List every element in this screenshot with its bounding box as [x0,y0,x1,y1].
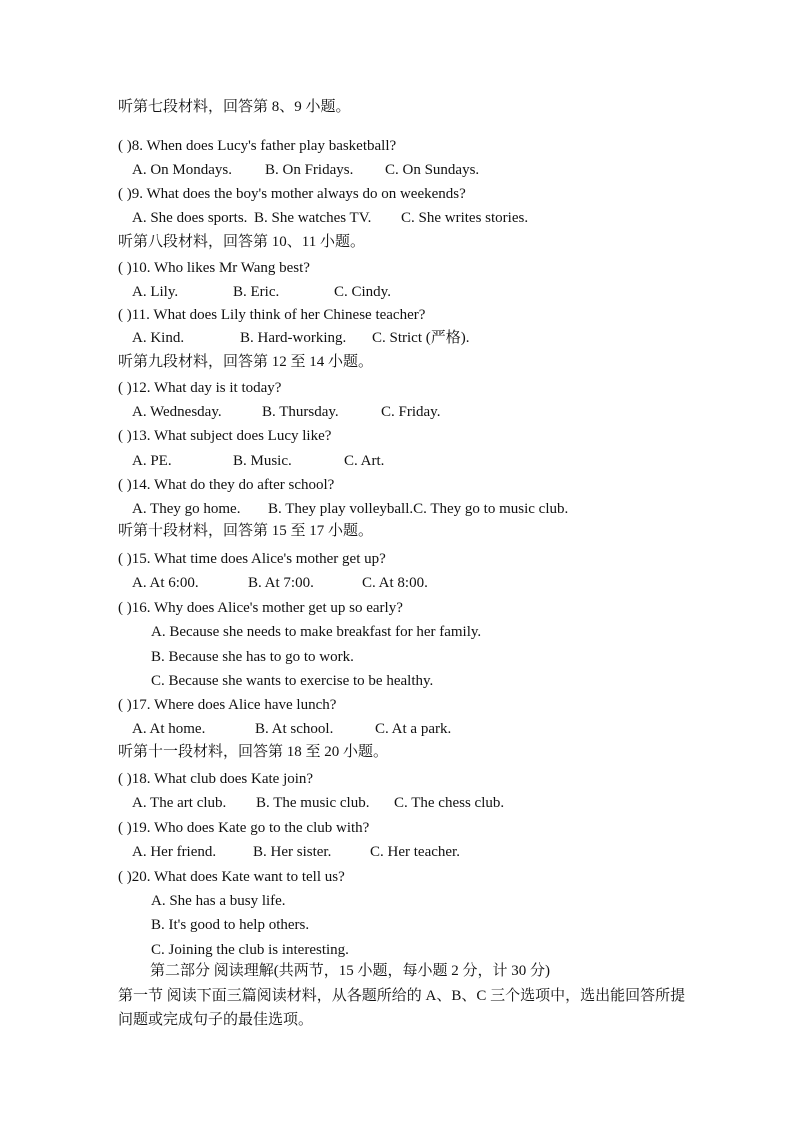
option-c: C. Friday. [381,404,441,420]
option-a: A. The art club. [132,795,227,811]
question-stem: ( )15. What time does Alice's mother get up? [118,551,386,567]
option-a: A. On Mondays. [132,162,232,178]
section-heading: 听第八段材料，回答第 10、11 小题。 [118,234,365,250]
option-b: B. Because she has to go to work. [151,649,354,665]
question-stem: ( )16. Why does Alice's mother get up so early? [118,600,403,616]
option-c: C. Cindy. [334,284,391,300]
option-a: A. Because she needs to make breakfast for her family. [151,624,482,640]
question-stem: ( )10. Who likes Mr Wang best? [118,260,310,276]
option-a: A. She has a busy life. [151,893,286,909]
option-b: B. Eric. [233,284,280,300]
option-b: B. They play volleyball.C. They go to music club. [268,501,569,517]
option-a: A. At 6:00. [132,575,199,591]
option-c: C. The chess club. [394,795,505,811]
question-stem: ( )17. Where does Alice have lunch? [118,697,337,713]
option-c: C. Because she wants to exercise to be healthy. [151,673,434,689]
option-a: A. She does sports. [132,210,248,226]
option-a: A. They go home. [132,501,241,517]
part-two-instruction: 第一节 阅读下面三篇阅读材料，从各题所给的 A、B、C 三个选项中，选出能回答所提问题或完成句子的最佳选项。 [118,988,686,1028]
option-c: C. Joining the club is interesting. [151,942,349,958]
option-c: C. Art. [344,453,385,469]
question-stem: ( )12. What day is it today? [118,380,282,396]
option-a: A. Wednesday. [132,404,222,420]
part-two-title: 第二部分 阅读理解(共两节，15 小题，每小题 2 分，计 30 分) [150,963,550,979]
option-a: A. Lily. [132,284,179,300]
option-b: B. At 7:00. [248,575,314,591]
option-a: A. Kind. [132,330,185,346]
section-heading: 听第十一段材料，回答第 18 至 20 小题。 [118,744,389,760]
option-c: C. At a park. [375,721,452,737]
question-stem: ( )13. What subject does Lucy like? [118,428,332,444]
option-b: B. Thursday. [262,404,339,420]
section-heading: 听第七段材料，回答第 8、9 小题。 [118,99,351,115]
option-b: B. At school. [255,721,334,737]
option-c: C. Her teacher. [370,844,460,860]
option-b: B. Hard-working. [240,330,347,346]
section-heading: 听第十段材料，回答第 15 至 17 小题。 [118,523,374,539]
option-c: C. She writes stories. [401,210,529,226]
option-a: A. PE. [132,453,172,469]
option-b: B. Her sister. [253,844,332,860]
option-b: B. It's good to help others. [151,917,310,933]
option-a: A. Her friend. [132,844,217,860]
question-stem: ( )20. What does Kate want to tell us? [118,869,345,885]
section-heading: 听第九段材料，回答第 12 至 14 小题。 [118,354,374,370]
question-stem: ( )11. What does Lily think of her Chinese teacher? [118,307,426,323]
option-b: B. Music. [233,453,292,469]
question-stem: ( )14. What do they do after school? [118,477,335,493]
option-b: B. The music club. [256,795,370,811]
question-stem: ( )18. What club does Kate join? [118,771,314,787]
question-stem: ( )19. Who does Kate go to the club with? [118,820,370,836]
option-c: C. Strict (严格). [372,330,470,346]
option-b: B. She watches TV. [254,210,372,226]
option-c: C. At 8:00. [362,575,428,591]
option-a: A. At home. [132,721,206,737]
question-stem: ( )8. When does Lucy's father play basketball? [118,138,397,154]
option-b: B. On Fridays. [265,162,354,178]
question-stem: ( )9. What does the boy's mother always do on weekends? [118,186,466,202]
option-c: C. On Sundays. [385,162,480,178]
